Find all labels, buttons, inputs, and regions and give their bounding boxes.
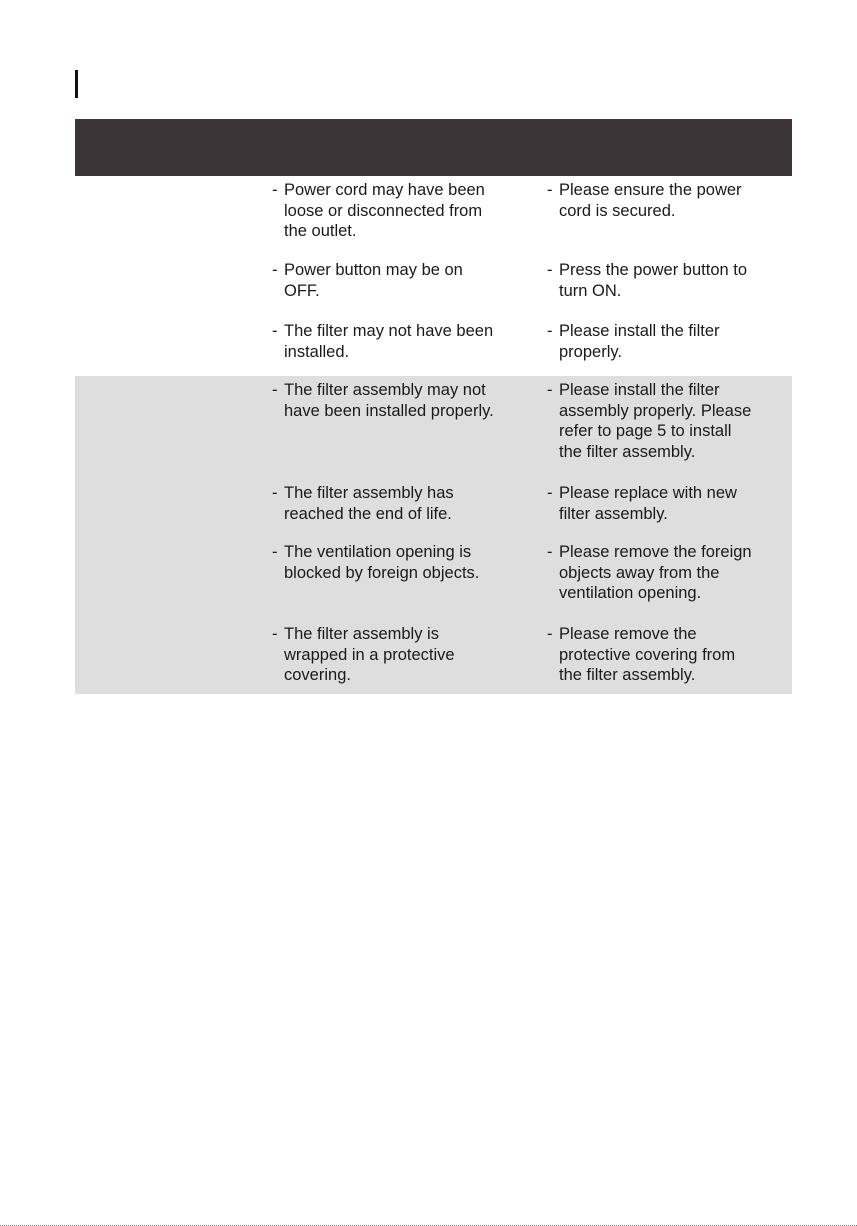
fix-line: the filter assembly. — [559, 442, 696, 461]
fix-text: - Please install the filter assembly properly. Please refer to page 5 to install the filter assembly. — [547, 380, 787, 462]
fix-line: Press the power button to — [559, 261, 748, 279]
fix-line: Please install the filter — [559, 381, 720, 399]
cause-line: blocked by foreign objects. — [284, 563, 480, 582]
cause-line: installed. — [284, 342, 350, 361]
fix-line: Please ensure the power — [559, 181, 742, 199]
cause-text: - The filter may not have been installed. — [272, 321, 527, 362]
cause-text: - Power cord may have been loose or disconnected from the outlet. — [272, 180, 527, 242]
cause-line: loose or disconnected from — [284, 201, 483, 220]
cause-line: OFF. — [284, 281, 320, 300]
cause-text: - The filter assembly has reached the end of life. — [272, 483, 527, 524]
fix-text: - Please install the filter properly. — [547, 321, 787, 362]
section-poor-air — [75, 376, 792, 694]
cause-text: - The ventilation opening is blocked by foreign objects. — [272, 542, 527, 583]
section-no-power — [75, 176, 792, 376]
cause-line: The filter assembly is — [284, 625, 439, 643]
fix-line: protective covering from — [559, 645, 736, 664]
cause-line: covering. — [284, 666, 351, 684]
fix-line: filter assembly. — [559, 504, 668, 523]
cause-line: wrapped in a protective — [284, 645, 455, 664]
fix-line: Please remove the — [559, 625, 697, 643]
cause-line: reached the end of life. — [284, 504, 452, 523]
cause-line: The ventilation opening is — [284, 543, 472, 561]
fix-text: - Please ensure the power cord is secured. — [547, 180, 787, 221]
fix-text: - Please replace with new filter assembly. — [547, 483, 787, 524]
fix-line: the filter assembly. — [559, 666, 696, 684]
cause-line: The filter assembly may not — [284, 381, 486, 399]
fix-line: Please install the filter — [559, 322, 720, 340]
fix-line: assembly properly. Please — [559, 401, 752, 420]
cause-line: Power cord may have been — [284, 181, 485, 199]
fix-line: refer to page 5 to install — [559, 422, 732, 440]
fix-text: - Please remove the foreign objects away from the ventilation opening. — [547, 542, 787, 604]
cause-line: The filter may not have been — [284, 322, 494, 340]
fix-text: - Press the power button to turn ON. — [547, 260, 787, 301]
fix-line: cord is secured. — [559, 201, 676, 220]
fix-line: properly. — [559, 342, 622, 361]
fix-line: turn ON. — [559, 281, 622, 300]
cause-text: - The filter assembly is wrapped in a protective covering. — [272, 624, 527, 686]
cause-line: have been installed properly. — [284, 401, 494, 420]
cause-line: Power button may be on — [284, 261, 463, 279]
fix-line: Please replace with new — [559, 484, 737, 502]
fix-line: objects away from the — [559, 563, 720, 582]
table-header — [75, 119, 792, 176]
heading-bar — [75, 70, 78, 98]
fix-line: ventilation opening. — [559, 584, 702, 602]
fix-text: - Please remove the protective covering from the filter assembly. — [547, 624, 787, 686]
fix-line: Please remove the foreign — [559, 543, 752, 561]
cause-text: - The filter assembly may not have been installed properly. — [272, 380, 527, 421]
cause-line: the outlet. — [284, 222, 357, 240]
cause-text: - Power button may be on OFF. — [272, 260, 527, 301]
cause-line: The filter assembly has — [284, 484, 454, 502]
